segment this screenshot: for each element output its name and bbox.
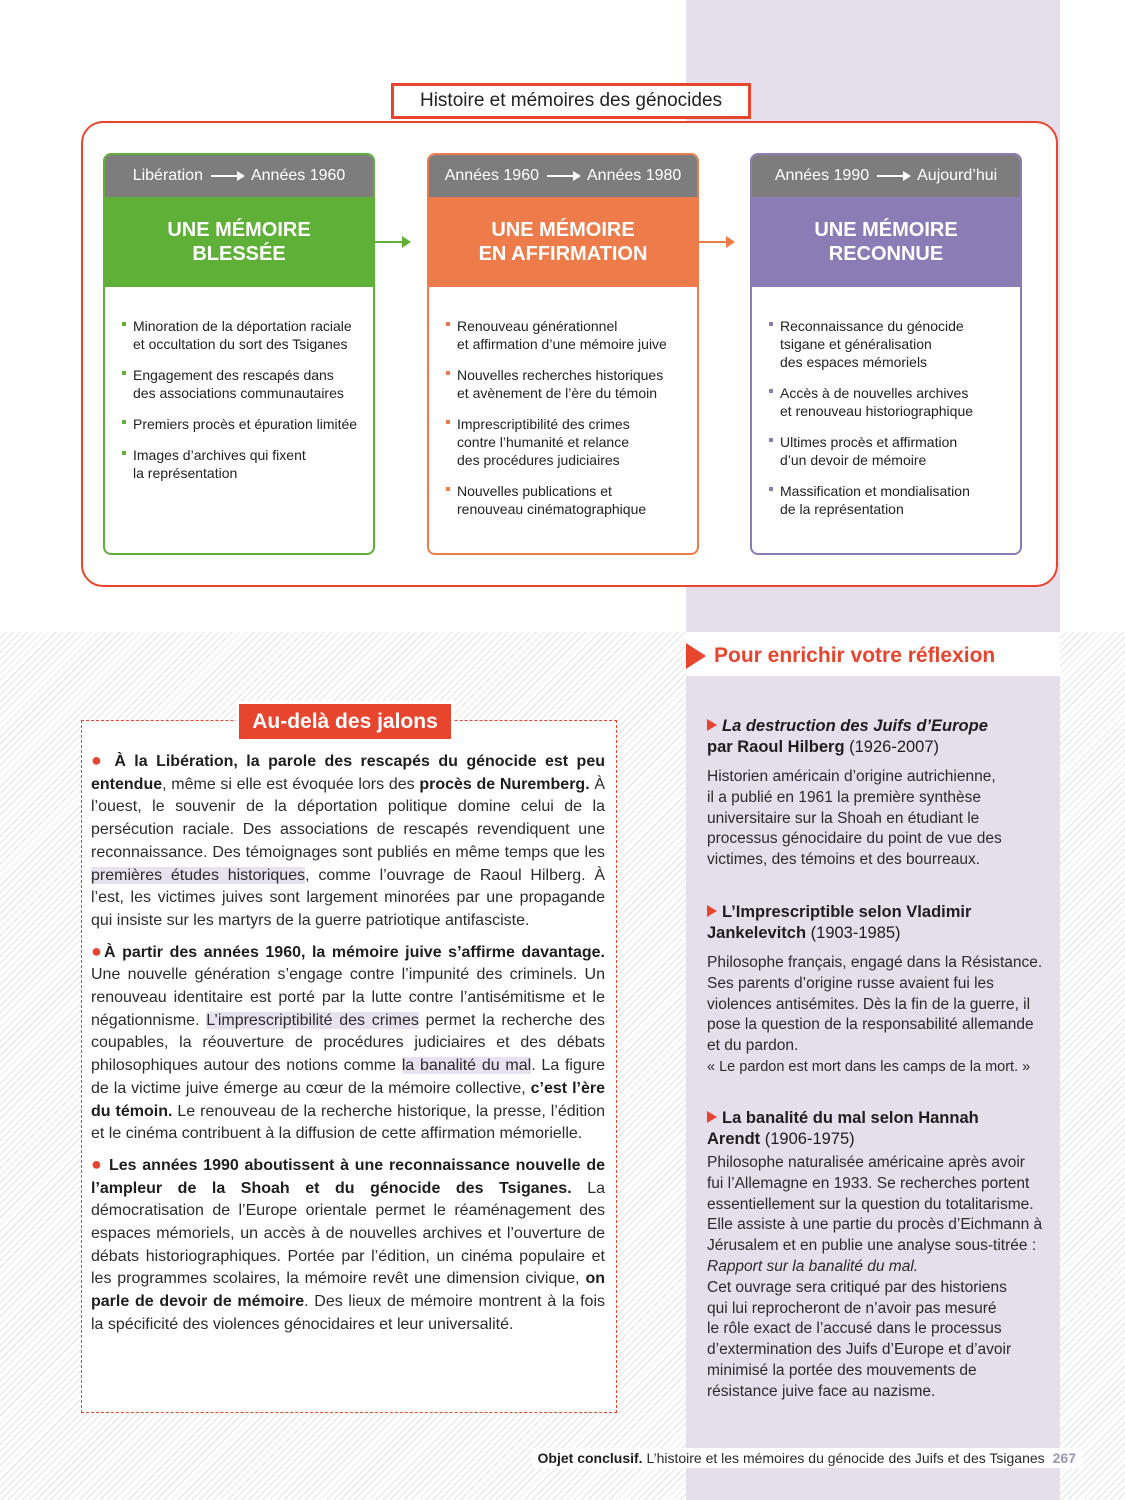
bullet-icon: ● bbox=[91, 1153, 104, 1174]
jalons-text bbox=[91, 749, 605, 1344]
period-from: Libération bbox=[132, 167, 203, 184]
period-items bbox=[752, 287, 1020, 518]
triangle-right-icon bbox=[707, 1111, 717, 1123]
memory-type-line: UNE MÉMOIRE bbox=[814, 219, 958, 241]
memory-type-line: BLESSÉE bbox=[192, 243, 286, 265]
page-footer bbox=[0, 1447, 1082, 1469]
period-to: Années 1980 bbox=[587, 167, 682, 184]
list-item: Premiers procès et épuration limitée bbox=[133, 415, 363, 433]
arrow-right-icon bbox=[547, 175, 579, 177]
reference-hilberg bbox=[707, 716, 1047, 871]
bullet-icon: ● bbox=[91, 750, 106, 770]
glossary-term[interactable]: L’imprescriptibilité des crimes bbox=[206, 1011, 419, 1029]
bullet-icon: ● bbox=[91, 940, 104, 961]
arrow-right-icon bbox=[877, 175, 909, 177]
period-items bbox=[429, 287, 697, 518]
paragraph: ● Les années 1990 aboutissent à une reconnaissance nouvelle de l’ampleur de la Shoah et du génocide des Tsiganes. La démocratisation de l’Europe orientale permet le réaménagement des espaces mémoriels, un accès à de nouvelles archives et l’ouverture de débats historiographiques. Portée par l’édition, un cinéma populaire et les programmes scolaires, la mémoire revêt une dimension civique, on parle de devoir de mémoire. Des lieux de mémoire montrent à la fois la spécificité des violences génocidaires et leur universalité. bbox=[91, 1153, 606, 1333]
list-item: Images d’archives qui fixent la représentation bbox=[133, 446, 363, 482]
triangle-right-icon bbox=[707, 719, 717, 731]
triangle-right-icon bbox=[707, 905, 717, 917]
triangle-right-icon bbox=[686, 643, 706, 669]
memory-type-line: RECONNUE bbox=[828, 243, 944, 265]
reference-heading: L’Imprescriptible selon Vladimir Jankelevitch (1903-1985) bbox=[707, 903, 972, 942]
reference-text: Philosophe français, engagé dans la Résistance. Ses parents d’origine russe avaient fui les violences antisémites. Dès la fin de la guerre, il pose la question de la responsabilité allemande et du pardon. « Le pardon est mort dans les camps de la mort. » bbox=[707, 954, 1043, 1075]
list-item: Massification et mondialisation de la représentation bbox=[780, 482, 1010, 518]
reference-heading: La destruction des Juifs d’Europe par Raoul Hilberg (1926-2007) bbox=[707, 717, 988, 756]
reference-arendt bbox=[707, 1108, 1047, 1403]
period-to: Aujourd’hui bbox=[917, 167, 998, 184]
glossary-term[interactable]: la banalité du mal bbox=[401, 1057, 532, 1075]
period-header bbox=[429, 155, 697, 197]
enrich-title-text: Pour enrichir votre réflexion bbox=[714, 644, 996, 667]
arrow-right-icon bbox=[699, 241, 733, 243]
period-column-1960s bbox=[427, 153, 699, 555]
jalons-title: Au-delà des jalons bbox=[239, 704, 451, 739]
enrich-title bbox=[686, 640, 995, 672]
memory-type-band bbox=[429, 197, 697, 287]
list-item: Minoration de la déportation raciale et occultation du sort des Tsiganes bbox=[133, 317, 363, 353]
glossary-term[interactable]: premières études historiques bbox=[91, 866, 306, 884]
period-from: Années 1990 bbox=[774, 167, 870, 184]
list-item: Nouvelles publications et renouveau cinématographique bbox=[457, 482, 687, 518]
period-header bbox=[105, 155, 373, 197]
memory-type-band bbox=[105, 197, 373, 287]
period-column-1990s bbox=[750, 153, 1022, 555]
period-items bbox=[105, 287, 373, 482]
period-from: Années 1960 bbox=[444, 167, 539, 184]
hatched-background-right bbox=[1060, 632, 1125, 1500]
period-header bbox=[752, 155, 1020, 197]
diagram-title: Histoire et mémoires des génocides bbox=[391, 83, 751, 119]
page-number: 267 bbox=[1052, 1450, 1076, 1466]
arrow-right-icon bbox=[211, 175, 243, 177]
footer-text: Objet conclusif. L’histoire et les mémoires du génocide des Juifs et des Tsiganes 267 bbox=[532, 1448, 1082, 1468]
list-item: Imprescriptibilité des crimes contre l’humanité et relance des procédures judiciaires bbox=[457, 415, 687, 469]
list-item: Nouvelles recherches historiques et avènement de l’ère du témoin bbox=[457, 366, 687, 402]
period-column-liberation bbox=[103, 153, 375, 555]
quote: « Le pardon est mort dans les camps de la mort. » bbox=[707, 1058, 1031, 1075]
reference-text: Historien américain d’origine autrichienne, il a publié en 1961 la première synthèse universitaire sur la Shoah en étudiant le processus génocidaire du point de vue des victimes, des témoins et des bourreaux. bbox=[707, 768, 1002, 869]
reference-jankelevitch bbox=[707, 902, 1047, 1078]
reference-heading: La banalité du mal selon Hannah Arendt (1906-1975) bbox=[707, 1109, 979, 1148]
reference-text: Philosophe naturalisée américaine après avoir fui l’Allemagne en 1933. Se recherches portent essentiellement sur la question du totalitarisme. Elle assiste à une partie du procès d’Eichmann à Jérusalem et en publie une analyse sous-titrée : Rapport sur la banalité du mal. Cet ouvrage sera critiqué par des historiens qui lui reprocheront de n’avoir pas mesuré le rôle exact de l’accusé dans le processus d’extermination des Juifs d’Europe et d’avoir minimisé la portée des mouvements de résistance juive face au nazisme. bbox=[707, 1154, 1043, 1400]
paragraph: ●À partir des années 1960, la mémoire juive s’affirme davantage. Une nouvelle génération s’engage contre l’impunité des criminels. Un renouveau identitaire est porté par la lutte contre l’antisémitisme et le négationnisme. L’imprescriptibilité des crimes permet la recherche des coupables, la réouverture de procédures judiciaires et des débats philosophiques autour des notions comme la banalité du mal. La figure de la victime juive émerge au cœur de la mémoire collective, c’est l’ère du témoin. Le renouveau de la recherche historique, la presse, l’édition et le cinéma contribuent à la diffusion de cette affirmation mémorielle. bbox=[91, 940, 606, 1143]
list-item: Ultimes procès et affirmation d’un devoir de mémoire bbox=[780, 433, 1010, 469]
period-to: Années 1960 bbox=[250, 167, 346, 184]
memory-type-band bbox=[752, 197, 1020, 287]
paragraph: ● À la Libération, la parole des rescapés du génocide est peu entendue, même si elle est évoquée lors des procès de Nuremberg. À l’ouest, le souvenir de la déportation politique domine celui de la persécution raciale. Des associations de rescapés revendiquent une reconnaissance. Des témoignages sont publiés en même temps que les premières études historiques, comme l’ouvrage de Raoul Hilberg. À l’est, les victimes juives sont largement minorées par une propagande qui insiste sur les martyrs de la guerre patriotique antifasciste. bbox=[91, 750, 606, 929]
list-item: Reconnaissance du génocide tsigane et généralisation des espaces mémoriels bbox=[780, 317, 1010, 371]
memory-type-line: UNE MÉMOIRE bbox=[491, 219, 635, 241]
arrow-right-icon bbox=[375, 241, 409, 243]
list-item: Accès à de nouvelles archives et renouveau historiographique bbox=[780, 384, 1010, 420]
list-item: Renouveau générationnel et affirmation d’une mémoire juive bbox=[457, 317, 687, 353]
list-item: Engagement des rescapés dans des associations communautaires bbox=[133, 366, 363, 402]
memory-type-line: EN AFFIRMATION bbox=[478, 243, 648, 265]
memory-type-line: UNE MÉMOIRE bbox=[167, 219, 311, 241]
